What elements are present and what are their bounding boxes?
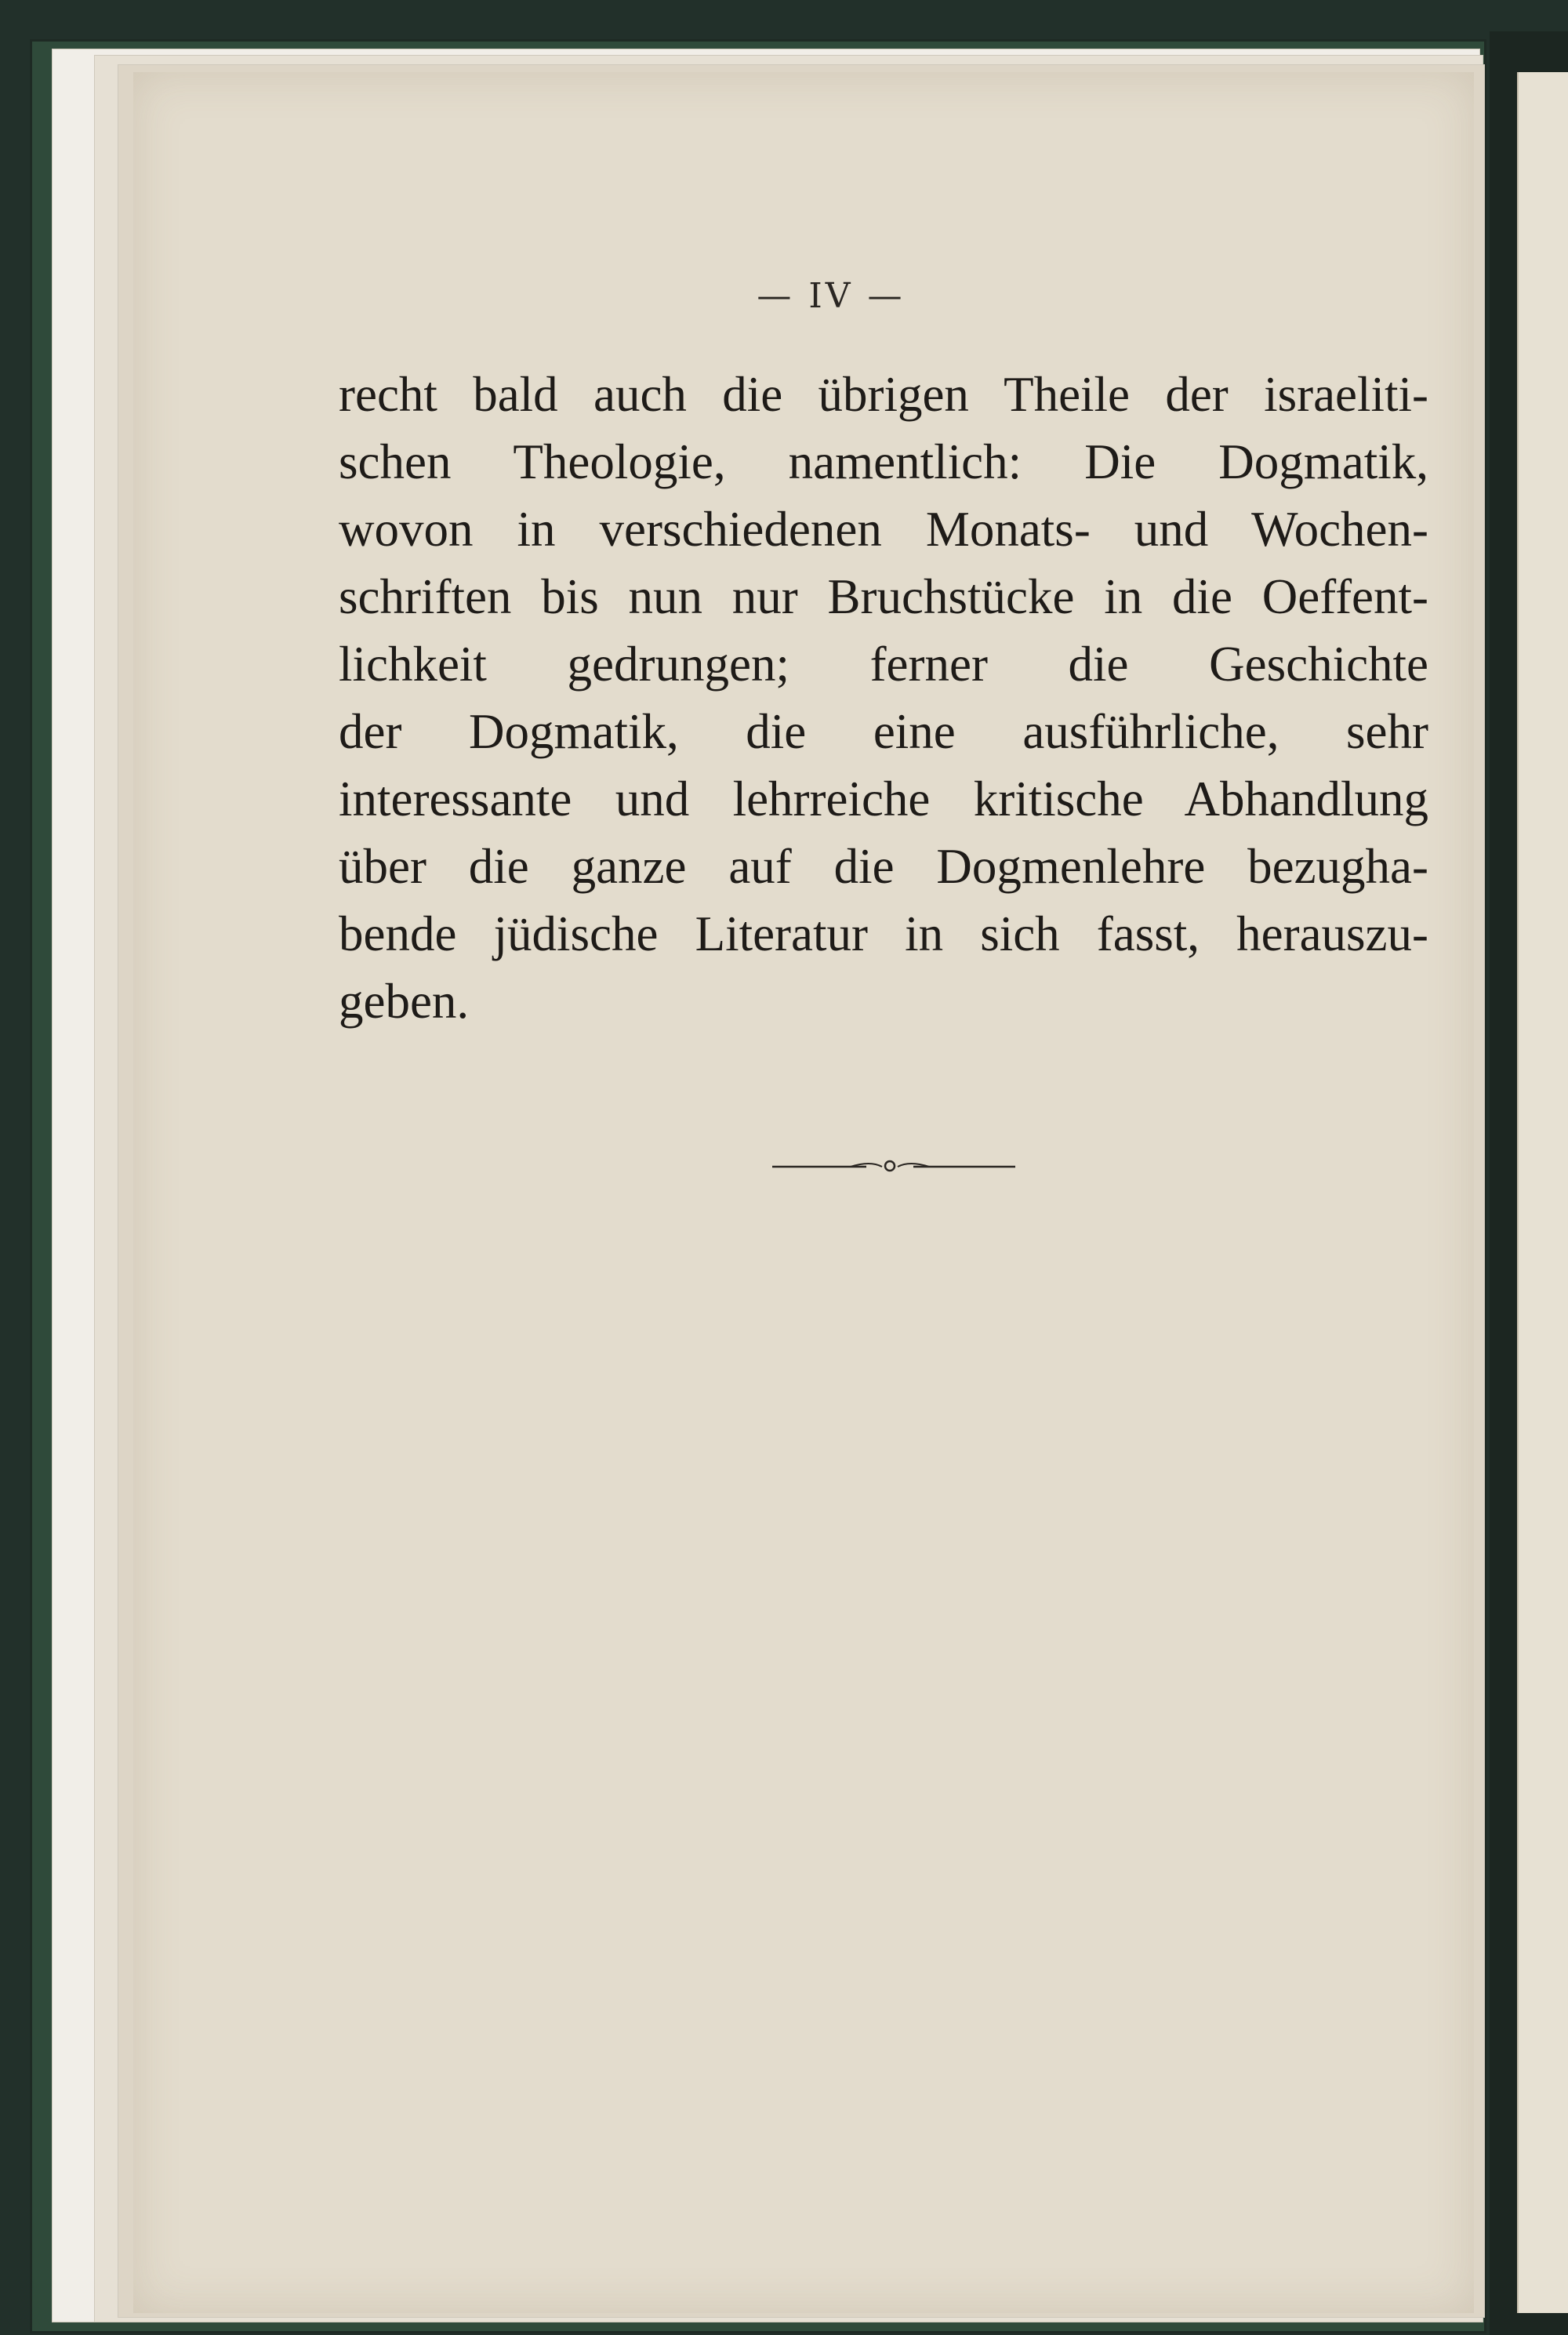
text-line: der Dogmatik, die eine ausführliche, sehr	[339, 704, 1428, 759]
text-line: geben.	[339, 974, 470, 1029]
facing-page-edge	[1517, 72, 1568, 2313]
text-line: lichkeit gedrungen; ferner die Geschichte	[339, 637, 1428, 692]
text-line: recht bald auch die übrigen Theile der israeliti-	[339, 367, 1428, 422]
text-line: bende jüdische Literatur in sich fasst, herauszu-	[339, 906, 1428, 961]
text-line: über die ganze auf die Dogmenlehre bezugha-	[339, 839, 1428, 894]
text-line: schen Theologie, namentlich: Die Dogmatik,	[339, 434, 1428, 489]
text-line: interessante und lehrreiche kritische Abhandlung	[339, 772, 1428, 826]
page-body	[339, 361, 1428, 1035]
ornament-divider	[772, 1156, 1015, 1175]
text-line: wovon in verschiedenen Monats- und Wochen-	[339, 502, 1428, 557]
text-line: schriften bis nun nur Bruchstücke in die Oeffent-	[339, 569, 1428, 624]
page-header	[0, 276, 1568, 316]
page-number: — IV —	[757, 276, 906, 316]
